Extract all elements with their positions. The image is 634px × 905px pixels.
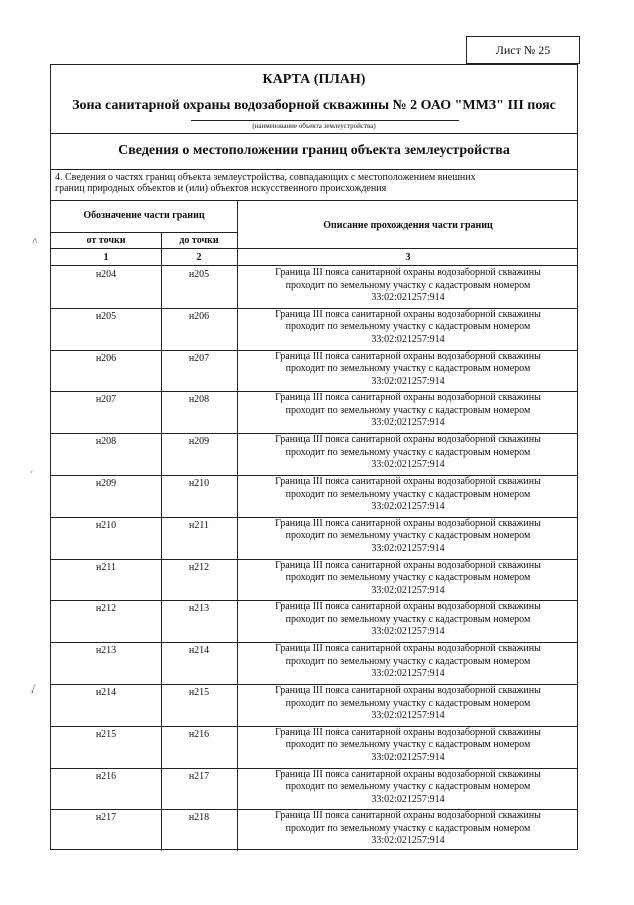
boundary-description (237, 476, 579, 514)
section-note (55, 172, 570, 194)
header-bottom-rule (51, 248, 577, 249)
from-point: н205 (95, 310, 117, 322)
description-line: Граница III пояса санитарной охраны водозаборной скважины (275, 392, 541, 404)
boundary-description (237, 601, 579, 639)
description-line: 33:02:021257:914 (371, 333, 445, 345)
from-point: н212 (95, 603, 117, 615)
description-line: Граница III пояса санитарной охраны водозаборной скважины (275, 434, 541, 446)
description-line: 33:02:021257:914 (371, 459, 445, 471)
description-line: Граница III пояса санитарной охраны водозаборной скважины (275, 476, 541, 487)
col-group-header: Обозначение части границ (83, 210, 205, 221)
col-number: 3 (405, 252, 411, 263)
object-name: Зона санитарной охраны водозаборной скважины № 2 ОАО "ММЗ" III пояс (72, 98, 556, 113)
description-line: 33:02:021257:914 (371, 292, 445, 303)
description-line: Граница III пояса санитарной охраны водозаборной скважины (275, 685, 541, 696)
to-point: н209 (188, 436, 210, 448)
boundary-description (237, 518, 579, 556)
description-line: проходит по земельному участку с кадастровым номером (285, 530, 531, 542)
to-point: н208 (188, 394, 210, 406)
table-row (51, 809, 577, 850)
from-point: н207 (95, 394, 117, 406)
col-to-header: до точки (179, 235, 219, 246)
section-note-line: границ природных объектов и (или) объектов искусственного происхождения (55, 183, 387, 194)
description-line: 33:02:021257:914 (371, 751, 445, 763)
description-line: проходит по земельному участку с кадастровым номером (285, 613, 531, 625)
description-line: 33:02:021257:914 (371, 542, 445, 554)
boundary-description (237, 810, 579, 848)
to-point: н218 (188, 812, 210, 824)
to-point: н214 (188, 645, 210, 657)
to-point: н213 (188, 603, 210, 615)
table-row (51, 350, 577, 391)
description-line: проходит по земельному участку с кадастровым номером (285, 572, 531, 584)
table-row (51, 308, 577, 349)
description-line: 33:02:021257:914 (371, 501, 445, 512)
boundary-description (237, 309, 579, 347)
description-line: 33:02:021257:914 (371, 710, 445, 721)
description-line: 33:02:021257:914 (371, 668, 445, 680)
description-line: Граница III пояса санитарной охраны водозаборной скважины (275, 810, 541, 822)
table-row (51, 475, 577, 516)
boundary-description (237, 643, 579, 681)
description-line: проходит по земельному участку с кадастровым номером (285, 697, 531, 709)
description-line: Граница III пояса санитарной охраны водозаборной скважины (275, 517, 541, 529)
description-line: 33:02:021257:914 (371, 793, 445, 805)
from-point: н210 (95, 519, 117, 531)
caption-underline (191, 120, 459, 121)
description-line: проходит по земельному участку с кадастровым номером (285, 739, 531, 751)
boundary-description (237, 727, 579, 765)
description-line: 33:02:021257:914 (371, 584, 445, 596)
table-row (51, 600, 577, 641)
title-block (51, 65, 577, 134)
scan-mark: ͵ (30, 462, 34, 473)
sheet-number: Лист № 25 (466, 36, 580, 64)
col-from-header: от точки (86, 235, 126, 246)
col-desc-header: Описание прохождения части границ (323, 220, 493, 231)
table-row (51, 266, 577, 307)
description-line: 33:02:021257:914 (371, 626, 445, 638)
boundary-description (237, 267, 579, 305)
from-point: н209 (95, 478, 117, 489)
description-line: проходит по земельному участку с кадастровым номером (285, 446, 531, 458)
to-point: н207 (188, 352, 210, 364)
description-line: 33:02:021257:914 (371, 835, 445, 847)
scan-mark: ˄ (32, 236, 38, 247)
table-row (51, 559, 577, 600)
from-point: н208 (95, 436, 117, 448)
scan-mark: ,̸ (31, 684, 34, 695)
to-point: н217 (188, 770, 210, 782)
table-row (51, 642, 577, 683)
boundary-description (237, 769, 579, 807)
description-line: проходит по земельному участку с кадастровым номером (285, 279, 531, 291)
boundary-description (237, 392, 579, 430)
page-title: КАРТА (ПЛАН) (262, 72, 366, 87)
to-point: н216 (188, 728, 210, 740)
to-point: н206 (188, 310, 210, 322)
header-split-rule (51, 232, 237, 233)
table-row (51, 684, 577, 725)
description-line: Граница III пояса санитарной охраны водозаборной скважины (275, 726, 541, 738)
description-line: Граница III пояса санитарной охраны водозаборной скважины (275, 768, 541, 780)
from-point: н213 (95, 645, 117, 657)
table-row (51, 726, 577, 767)
description-line: проходит по земельному участку с кадастровым номером (285, 363, 531, 375)
section-heading: Сведения о местоположении границ объекта землеустройства (51, 133, 577, 170)
boundary-description (237, 685, 579, 723)
col-number: 1 (103, 252, 109, 263)
from-point: н214 (95, 687, 117, 698)
from-point: н204 (95, 269, 117, 280)
table-row (51, 768, 577, 809)
from-point: н216 (95, 770, 117, 782)
from-point: н217 (95, 812, 117, 824)
section-note-line: 4. Сведения о частях границ объекта землеустройства, совпадающих с местоположением внешних (55, 172, 476, 183)
table-row (51, 517, 577, 558)
to-point: н215 (188, 687, 210, 698)
description-line: проходит по земельному участку с кадастровым номером (285, 655, 531, 667)
description-line: проходит по земельному участку с кадастровым номером (285, 822, 531, 834)
to-point: н212 (188, 561, 210, 573)
description-line: Граница III пояса санитарной охраны водозаборной скважины (275, 601, 541, 613)
description-line: Граница III пояса санитарной охраны водозаборной скважины (275, 350, 541, 362)
to-point: н210 (188, 478, 210, 489)
from-point: н206 (95, 352, 117, 364)
document-frame (50, 64, 578, 850)
description-line: Граница III пояса санитарной охраны водозаборной скважины (275, 643, 541, 655)
table-row (51, 433, 577, 474)
description-line: Граница III пояса санитарной охраны водозаборной скважины (275, 308, 541, 320)
description-line: проходит по земельному участку с кадастровым номером (285, 404, 531, 416)
description-line: Граница III пояса санитарной охраны водозаборной скважины (275, 559, 541, 571)
to-point: н205 (188, 269, 210, 280)
description-line: проходит по земельному участку с кадастровым номером (285, 781, 531, 793)
table-top-rule (51, 200, 577, 201)
description-line: 33:02:021257:914 (371, 417, 445, 429)
description-line: проходит по земельному участку с кадастровым номером (285, 321, 531, 333)
from-point: н215 (95, 728, 117, 740)
table-row (51, 391, 577, 432)
col-number: 2 (196, 252, 202, 263)
boundary-description (237, 351, 579, 389)
description-line: Граница III пояса санитарной охраны водозаборной скважины (275, 267, 541, 278)
to-point: н211 (189, 519, 209, 531)
object-name-caption: (наименование объекта землеустройства) (252, 122, 376, 130)
description-line: проходит по земельному участку с кадастровым номером (285, 488, 531, 500)
description-line: 33:02:021257:914 (371, 375, 445, 387)
boundary-description (237, 560, 579, 598)
boundary-description (237, 434, 579, 472)
from-point: н211 (96, 561, 116, 573)
